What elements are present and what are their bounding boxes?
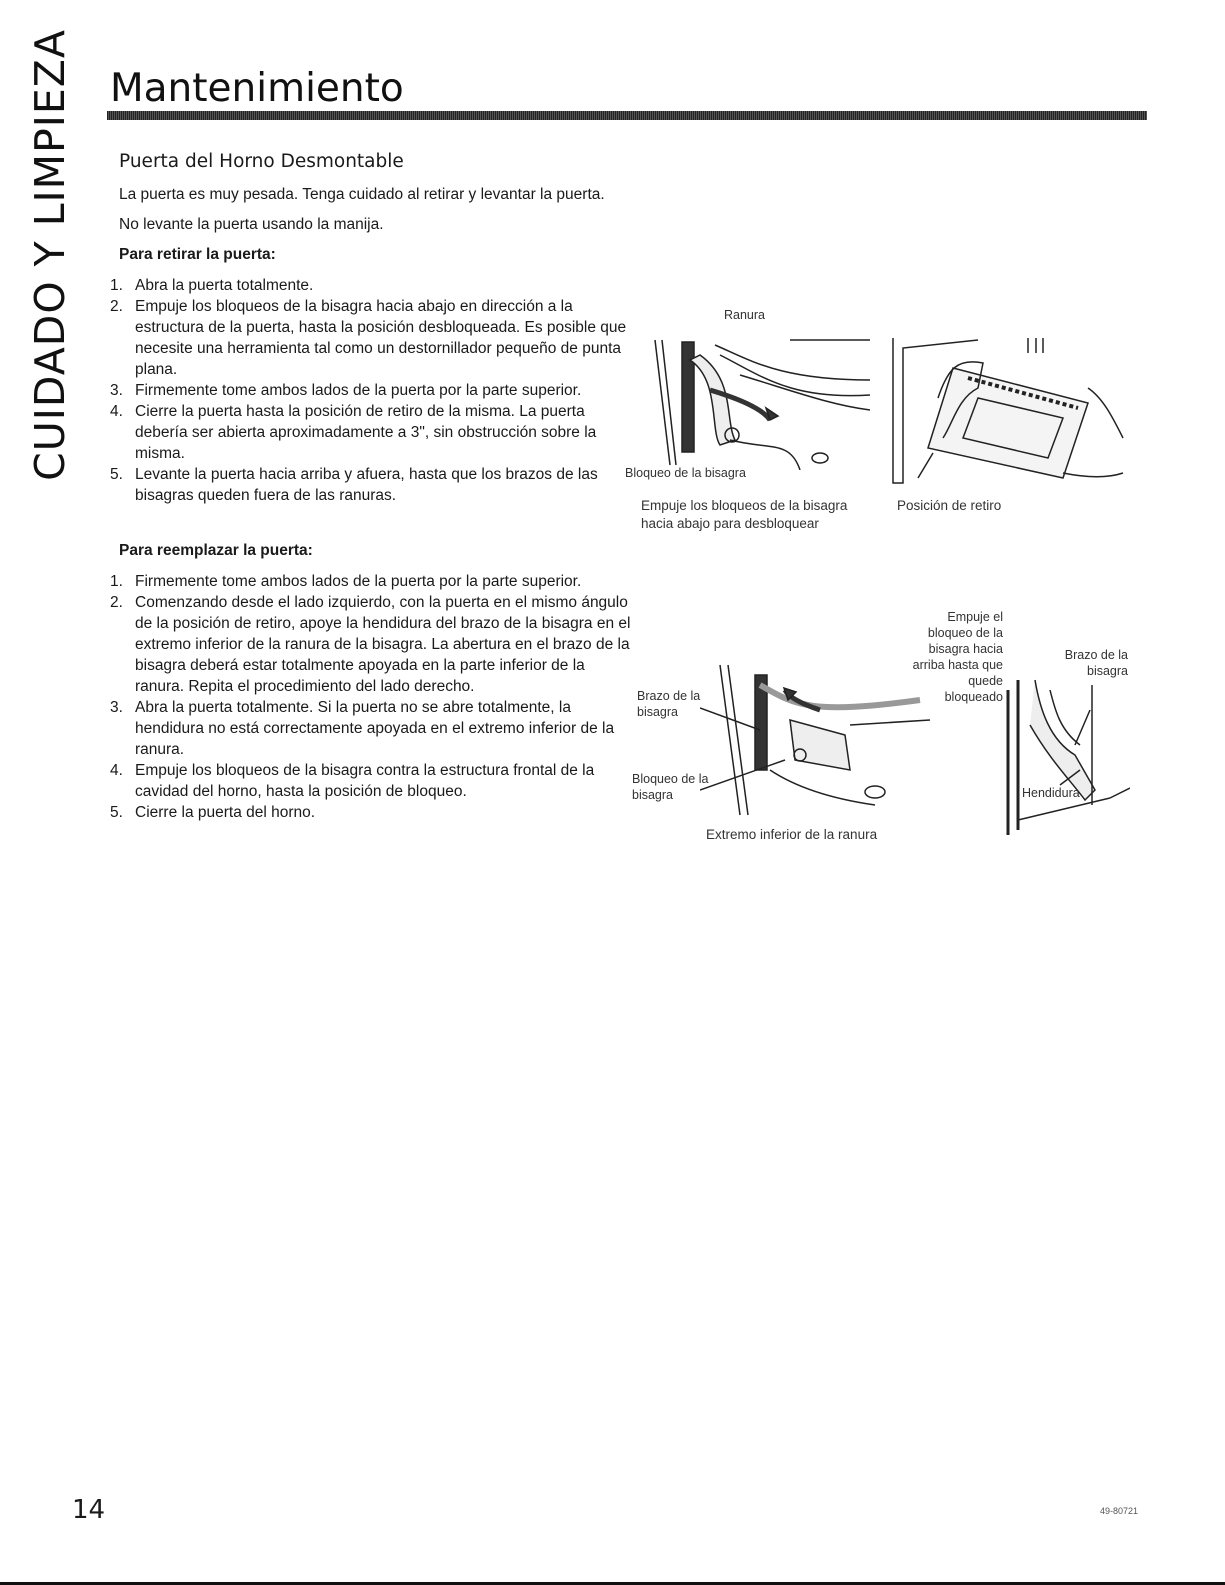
caption-unlock: Empuje los bloqueos de la bisagra hacia abajo para desbloquear <box>641 498 848 531</box>
label-hinge-lock-2: Bloqueo de la bisagra <box>632 772 709 802</box>
hinge-lock-detail-illustration <box>1000 670 1130 840</box>
replace-steps-list <box>110 571 635 823</box>
intro-paragraph-1: La puerta es muy pesada. Tenga cuidado al retirar y levantar la puerta. <box>119 186 605 203</box>
page-title: Mantenimiento <box>110 66 404 111</box>
list-item: 2. Empuje los bloqueos de la bisagra hacia abajo en dirección a la estructura de la puerta, hasta la posición desbloqueada. Es posible que necesite una herramienta tal como un destornillador pequeño de punta plana. <box>110 298 627 378</box>
page-number: 14 <box>72 1495 106 1525</box>
document-code: 49-80721 <box>1100 1506 1139 1516</box>
removal-position-illustration <box>888 328 1128 488</box>
intro-paragraph-2: No levante la puerta usando la manija. <box>119 216 384 233</box>
label-hinge-arm-2: Brazo de la bisagra <box>1064 648 1128 678</box>
list-item: 5. Levante la puerta hacia arriba y afuera, hasta que los brazos de las bisagras queden fuera de las ranuras. <box>110 466 598 504</box>
title-rule <box>107 111 1147 120</box>
side-tab-label: CUIDADO Y LIMPIEZA <box>26 29 74 481</box>
remove-steps-list <box>110 275 630 506</box>
list-item: 4. Empuje los bloqueos de la bisagra contra la estructura frontal de la cavidad del horno, hasta la posición de bloqueo. <box>110 762 595 800</box>
label-push-lock: Empuje el bloqueo de la bisagra hacia arriba hasta que quede bloqueado <box>912 610 1003 704</box>
caption-removal-position: Posición de retiro <box>897 498 1002 513</box>
replace-heading: Para reemplazar la puerta: <box>119 542 313 559</box>
caption-slot-bottom: Extremo inferior de la ranura <box>706 827 878 842</box>
hinge-replace-illustration <box>700 660 940 820</box>
list-item: 5. Cierre la puerta del horno. <box>110 804 316 821</box>
list-item: 3. Abra la puerta totalmente. Si la puerta no se abre totalmente, la hendidura no está correctamente apoyada en el extremo inferior de la ranura. <box>110 699 615 758</box>
label-hinge-arm: Brazo de la bisagra <box>637 689 701 719</box>
label-ranura: Ranura <box>724 308 765 322</box>
list-item: 1. Firmemente tome ambos lados de la puerta por la parte superior. <box>110 573 582 590</box>
list-item: 4. Cierre la puerta hasta la posición de retiro de la misma. La puerta debería ser abierta aproximadamente a 3", sin obstrucción sobre la misma. <box>110 403 597 462</box>
list-item: 2. Comenzando desde el lado izquierdo, con la puerta en el mismo ángulo de la posición de retiro, apoye la hendidura del brazo de la bisagra en el extremo inferior de la ranura de la bisagra. La abertura en el brazo de la bisagra deberá estar totalmente apoyada en la parte inferior de la ranura. Repita el procedimiento del lado derecho. <box>110 594 631 695</box>
side-section-tab <box>22 29 78 481</box>
hinge-unlock-illustration <box>640 320 880 470</box>
label-hinge-lock: Bloqueo de la bisagra <box>625 466 746 480</box>
list-item: 1. Abra la puerta totalmente. <box>110 277 314 294</box>
remove-heading: Para retirar la puerta: <box>119 246 276 263</box>
list-item: 3. Firmemente tome ambos lados de la puerta por la parte superior. <box>110 382 582 399</box>
section-title: Puerta del Horno Desmontable <box>119 151 404 172</box>
label-notch: Hendidura <box>1022 786 1080 800</box>
